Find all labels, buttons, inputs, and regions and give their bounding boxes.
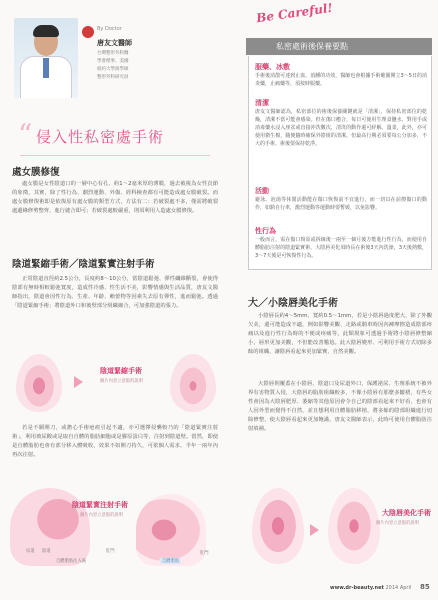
- article-title: 侵入性私密處手術: [36, 128, 165, 146]
- section-heading-labia: 大／小陰唇美化手術: [248, 298, 338, 309]
- illustration-caption: 圖片內容立意版的說明: [376, 521, 419, 526]
- care-heading-intercourse: 性行為: [255, 227, 276, 235]
- page-number: 85: [420, 583, 430, 591]
- illustration-label: 大陰唇美化手術: [382, 509, 431, 517]
- illustration-label: 陰道緊實注射手術: [72, 501, 128, 509]
- illustration-labia: [246, 484, 434, 574]
- illustration-label: 陰道緊縮手術: [100, 367, 142, 375]
- care-text-intercourse: 一般而言，需在傷口復原或拆線後一兩至一個月後方能進行性行為，而使用自體脂肪注射的陰道緊實術，大陰唇美化須時長在術後3天內洗澡，3天後熱敷，3～7天後是可恢復性行為。: [255, 237, 427, 259]
- left-column: [0, 0, 226, 580]
- labia-paragraph-2: 大陰唇則覆蓋在小陰唇、陰道口及尿道外口，保護泌尿、生殖系統不被外界有害物質入侵，大陰唇的脂肪組織較多，不像小陰唇有那麼多皺褶，有些女性會因為大陰唇肥厚、萎縮等其他原因會令自己的陰部看起來不好看，也會有人因外型而覺得不自然，並且想利用自體脂肪移植，將多餘的陰部組織進行切除修整，使大陰唇看起來更加飽滿，唐友文醫師表示，此時可使用自體脂肪注射填補。: [248, 381, 432, 432]
- section-heading-vaginal: 陰道緊縮手術／陰道緊實注射手術: [12, 259, 155, 270]
- author-box: [14, 18, 164, 100]
- author-photo: [14, 18, 78, 98]
- section-paragraph-vaginal: 正常陰道直徑約2.5公分，長度約8～10公分，當陰道鬆弛、彈性纖維斷裂，會使得陰部有無時相較鬆弛寬度，造成性冷感、性生活不美，影響情感與生活品質，唐友文醫師指出，陰道會因性行為、生產、年齡、賴蕾物等因素失去原有彈性，進而鬆弛。透過「陰道緊縮手術」將陰道外口和後壁部分組織縮合，可加強陰道的張力。: [12, 276, 218, 309]
- care-text-medication: 手術後消散可達到止血、消腫的功效，醫師也會根據手術範圍開立3～5日的消炎藥，止痛藥等，須按時服藥。: [255, 73, 427, 87]
- anatomy-side-after-image: [136, 494, 206, 566]
- illustration-vaginal-tightening: [14, 348, 220, 416]
- anatomy-before-image: [16, 354, 62, 412]
- care-heading-cleaning: 清潔: [255, 99, 269, 107]
- right-column: [226, 0, 438, 580]
- author-by-label: By Doctor: [97, 26, 122, 32]
- section-paragraph-hymen: 處女膜是女性陰道口的一層中心有孔、約1～2毫米厚的薄膜，過去被視為女性貞節的象徵，其實，除了性行為、劇烈運動、外傷、經科檢查都有可能造成處女膜破裂。而處女膜修復術即是依復原有處女膜的類型方式，方法有二：若破裂處不多，僅需將破裂處邊緣修剪整齊，進行縫合即可；若破裂處較嚴重，則須利用人造處女膜修復。: [12, 181, 218, 214]
- author-credential: 整形外科研究員: [97, 75, 129, 80]
- footer-date: 2014 April: [385, 585, 412, 591]
- author-name: 唐友文醫師: [97, 39, 132, 47]
- care-text-cleaning: 唐友文醫師認為，私密部位的術後保養關鍵就是「清潔」，保持私密部位的乾燥，清潔不當可能會感染。但在傷口癒合，每日可使用生理食鹽水，對用手或消毒藥水浸入座盆或直接沖洗數次，清洗的動作還可紓解。溫柔，此外，亦可使用衛生棉，隨便隨時確保外陰組的清潔。但最高行期必須要每公分加多，不大的手術，術後要保持乾淨。: [255, 109, 427, 147]
- illustration-caption: 圖片內容立意版的說明: [100, 379, 143, 384]
- labia-before-image: [252, 488, 304, 564]
- tag-vagina: 陰道: [42, 549, 51, 554]
- author-credential: 紐約大學商學碩: [97, 67, 129, 72]
- quote-mark-icon: “: [18, 118, 33, 151]
- title-divider: [20, 148, 210, 156]
- care-heading-medication: 服藥、冰敷: [255, 63, 290, 71]
- brand-logo-icon: [82, 26, 94, 38]
- arrow-right-icon: [310, 524, 319, 536]
- section-paragraph-injection: 若是不願開刀，或擔心手術疤痕引起不適，亦可選擇侵襲較乃的「陰道緊實注射術」，利用玻尿酸或是取自自體的脂肪細胞或是膠原蛋白等，注射到陰道壁。當然，即使是自體脂肪也會有部分移入體吸收，效果不如開刀持久，可依個人需求，半年一兩年內再次注射。: [12, 425, 218, 458]
- arrow-right-icon: [74, 376, 83, 388]
- care-tips-box: [248, 56, 432, 270]
- illustration-vaginal-injection: [10, 484, 220, 570]
- be-careful-sticker: Be Careful!: [255, 0, 334, 26]
- care-text-activity: 避泳、泡湯等休閒活動能在傷口恢復前不宜進行，而一切以在前擦傷口的動作，如騎自行車，激烈運動等運動時要暫緩，以免影響。: [255, 197, 427, 211]
- tag-urethra: 尿道: [26, 549, 35, 554]
- care-heading-activity: 活動: [255, 187, 269, 195]
- labia-after-image: [328, 488, 380, 564]
- author-credential: 台灣整形外科醫: [97, 51, 129, 56]
- page-footer: [330, 585, 411, 591]
- labia-paragraph-1: 小陰唇長約4～5mm，寬約0.5～1mm，若是小陰唇過度肥大，除了外觀欠美，還可能造成不適，例如影響美觀、走路或騎車時因內褲摩擦造成陰部疼痛以及進行性行為時的不便或疼痛等，此類現象可透過手術將小陰唇修整縮小，唇形更加美觀，不但能改善尷尬。此大陰唇變形、可利用手術方式切除多餘的組織，讓陰唇看起來更加緊實、自然美觀。: [248, 313, 432, 355]
- anatomy-after-image: [170, 354, 216, 412]
- tag-fat: 自體脂肪: [162, 559, 180, 564]
- tag-injection-site: 自體脂肪注入處: [56, 559, 87, 564]
- author-credential: 學會理事、美國: [97, 59, 129, 64]
- tag-anus-after: 肛門: [200, 551, 209, 556]
- care-banner: 私密處術後保養要點: [246, 38, 432, 55]
- tag-anus: 肛門: [106, 549, 115, 554]
- section-heading-hymen: 處女膜修復: [12, 167, 60, 178]
- illustration-caption: 圖片內容立意版的說明: [80, 513, 123, 518]
- footer-site: www.dr-beauty.net: [330, 585, 384, 591]
